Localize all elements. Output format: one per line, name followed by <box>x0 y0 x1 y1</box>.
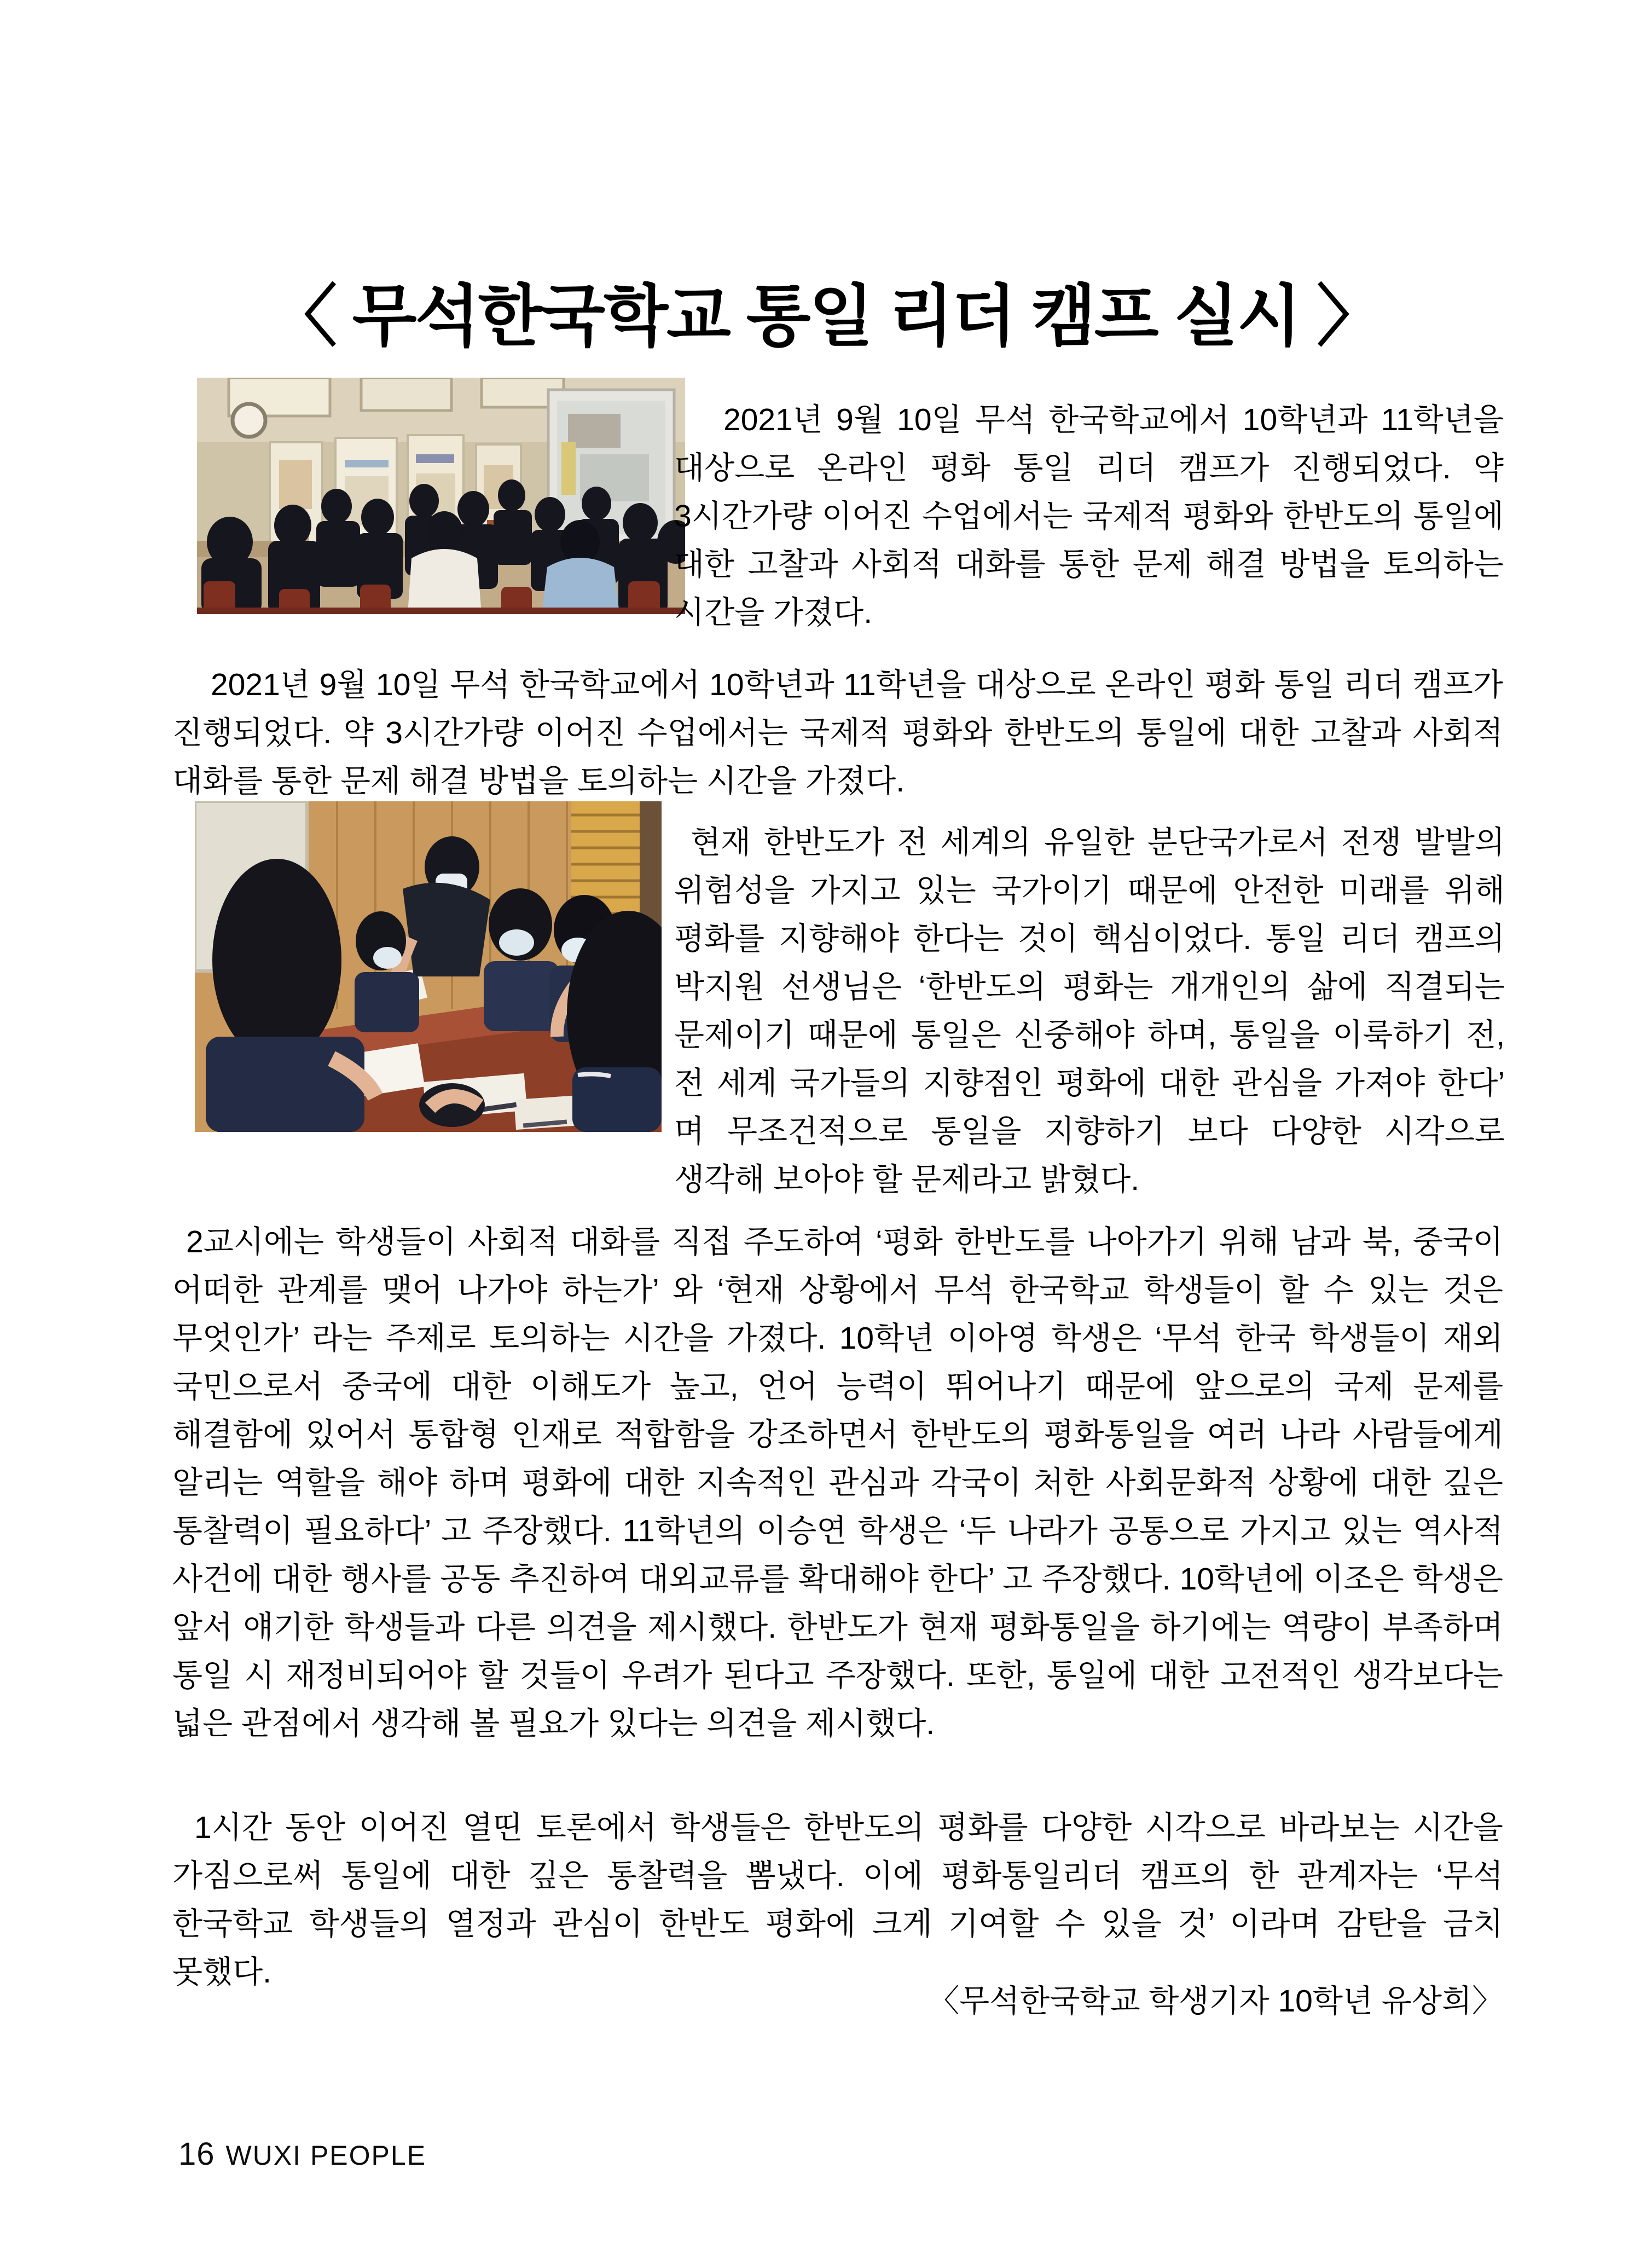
paragraph-intro-full-width: 2021년 9월 10일 무석 한국학교에서 10학년과 11학년을 대상으로 온라인 평화 통일 리더 캠프가 진행되었다. 약 3시간가량 이어진 수업에서는 국제적 평화와 한반도의 통일에 대한 고찰과 사회적 대화를 통한 문제 해결 방법을 토의하는 시간을 가졌다. <box>172 667 1503 799</box>
page-footer <box>178 2136 426 2172</box>
page-title: 〈 무석한국학교 통일 리더 캠프 실시 〉 <box>270 279 1382 354</box>
magazine-name: WUXI PEOPLE <box>225 2140 427 2171</box>
paragraph-discussion: 2교시에는 학생들이 사회적 대화를 직접 주도하여 ‘평화 한반도를 나아가기 위해 남과 북, 중국이 어떠한 관계를 맺어 나가야 하는가’ 와 ‘현재 상황에서 무석 한국학교 학생들이 할 수 있는 것은 무엇인가’ 라는 주제로 토의하는 시간을 가졌다. 10학년 이아영 학생은 ‘무석 한국 학생들이 재외 국민으로서 중국에 대한 이해도가 높고, 언어 능력이 뛰어나기 때문에 앞으로의 국제 문제를 해결함에 있어서 통합형 인재로 적합함을 강조하면서 한반도의 평화통일을 여러 나라 사람들에게 알리는 역할을 해야 하며 평화에 대한 지속적인 관심과 각국이 처한 사회문화적 상황에 대한 깊은 통찰력이 필요하다’ 고 주장했다. 11학년의 이승연 학생은 ‘두 나라가 공통으로 가지고 있는 역사적 사건에 대한 행사를 공동 추진하여 대외교류를 확대해야 한다’ 고 주장했다. 10학년에 이조은 학생은 앞서 얘기한 학생들과 다른 의견을 제시했다. 한반도가 현재 평화통일을 하기에는 역량이 부족하며 통일 시 재정비되어야 할 것들이 우려가 된다고 주장했다. 또한, 통일에 대한 고전적인 생각보다는 넓은 관점에서 생각해 볼 필요가 있다는 의견을 제시했다. <box>172 1224 1504 1741</box>
classroom-lecture-photo <box>197 378 685 614</box>
paragraph-conclusion: 1시간 동안 이어진 열띤 토론에서 학생들은 한반도의 평화를 다양한 시각으로 바라보는 시간을 가짐으로써 통일에 대한 깊은 통찰력을 뽐냈다. 이에 평화통일리더 캠프의 한 관계자는 ‘무석 한국학교 학생들의 열정과 관심이 한반도 평화에 크게 기여할 수 있을 것’ 이라며 감탄을 금치 못했다. <box>172 1810 1503 1990</box>
page-number: 16 <box>178 2136 215 2172</box>
paragraph-core-message: 현재 한반도가 전 세계의 유일한 분단국가로서 전쟁 발발의 위험성을 가지고 있는 국가이기 때문에 안전한 미래를 위해 평화를 지향해야 한다는 것이 핵심이었다. 통일 리더 캠프의 박지원 선생님은 ‘한반도의 평화는 개개인의 삶에 직결되는 문제이기 때문에 통일은 신중해야 하며, 통일을 이룩하기 전, 전 세계 국가들의 지향점인 평화에 대한 관심을 가져야 한다’ 며 무조건적으로 통일을 지향하기 보다 다양한 시각으로 생각해 보아야 할 문제라고 밝혔다. <box>674 825 1505 1197</box>
paragraph-intro-beside-photo: 2021년 9월 10일 무석 한국학교에서 10학년과 11학년을 대상으로 온라인 평화 통일 리더 캠프가 진행되었다. 약 3시간가량 이어진 수업에서는 국제적 평화와 한반도의 통일에 대한 고찰과 사회적 대화를 통한 문제 해결 방법을 토의하는 시간을 가졌다. <box>674 402 1504 630</box>
byline: 〈무석한국학교 학생기자 10학년 유상희〉 <box>928 1984 1503 2019</box>
group-discussion-photo <box>195 801 662 1132</box>
